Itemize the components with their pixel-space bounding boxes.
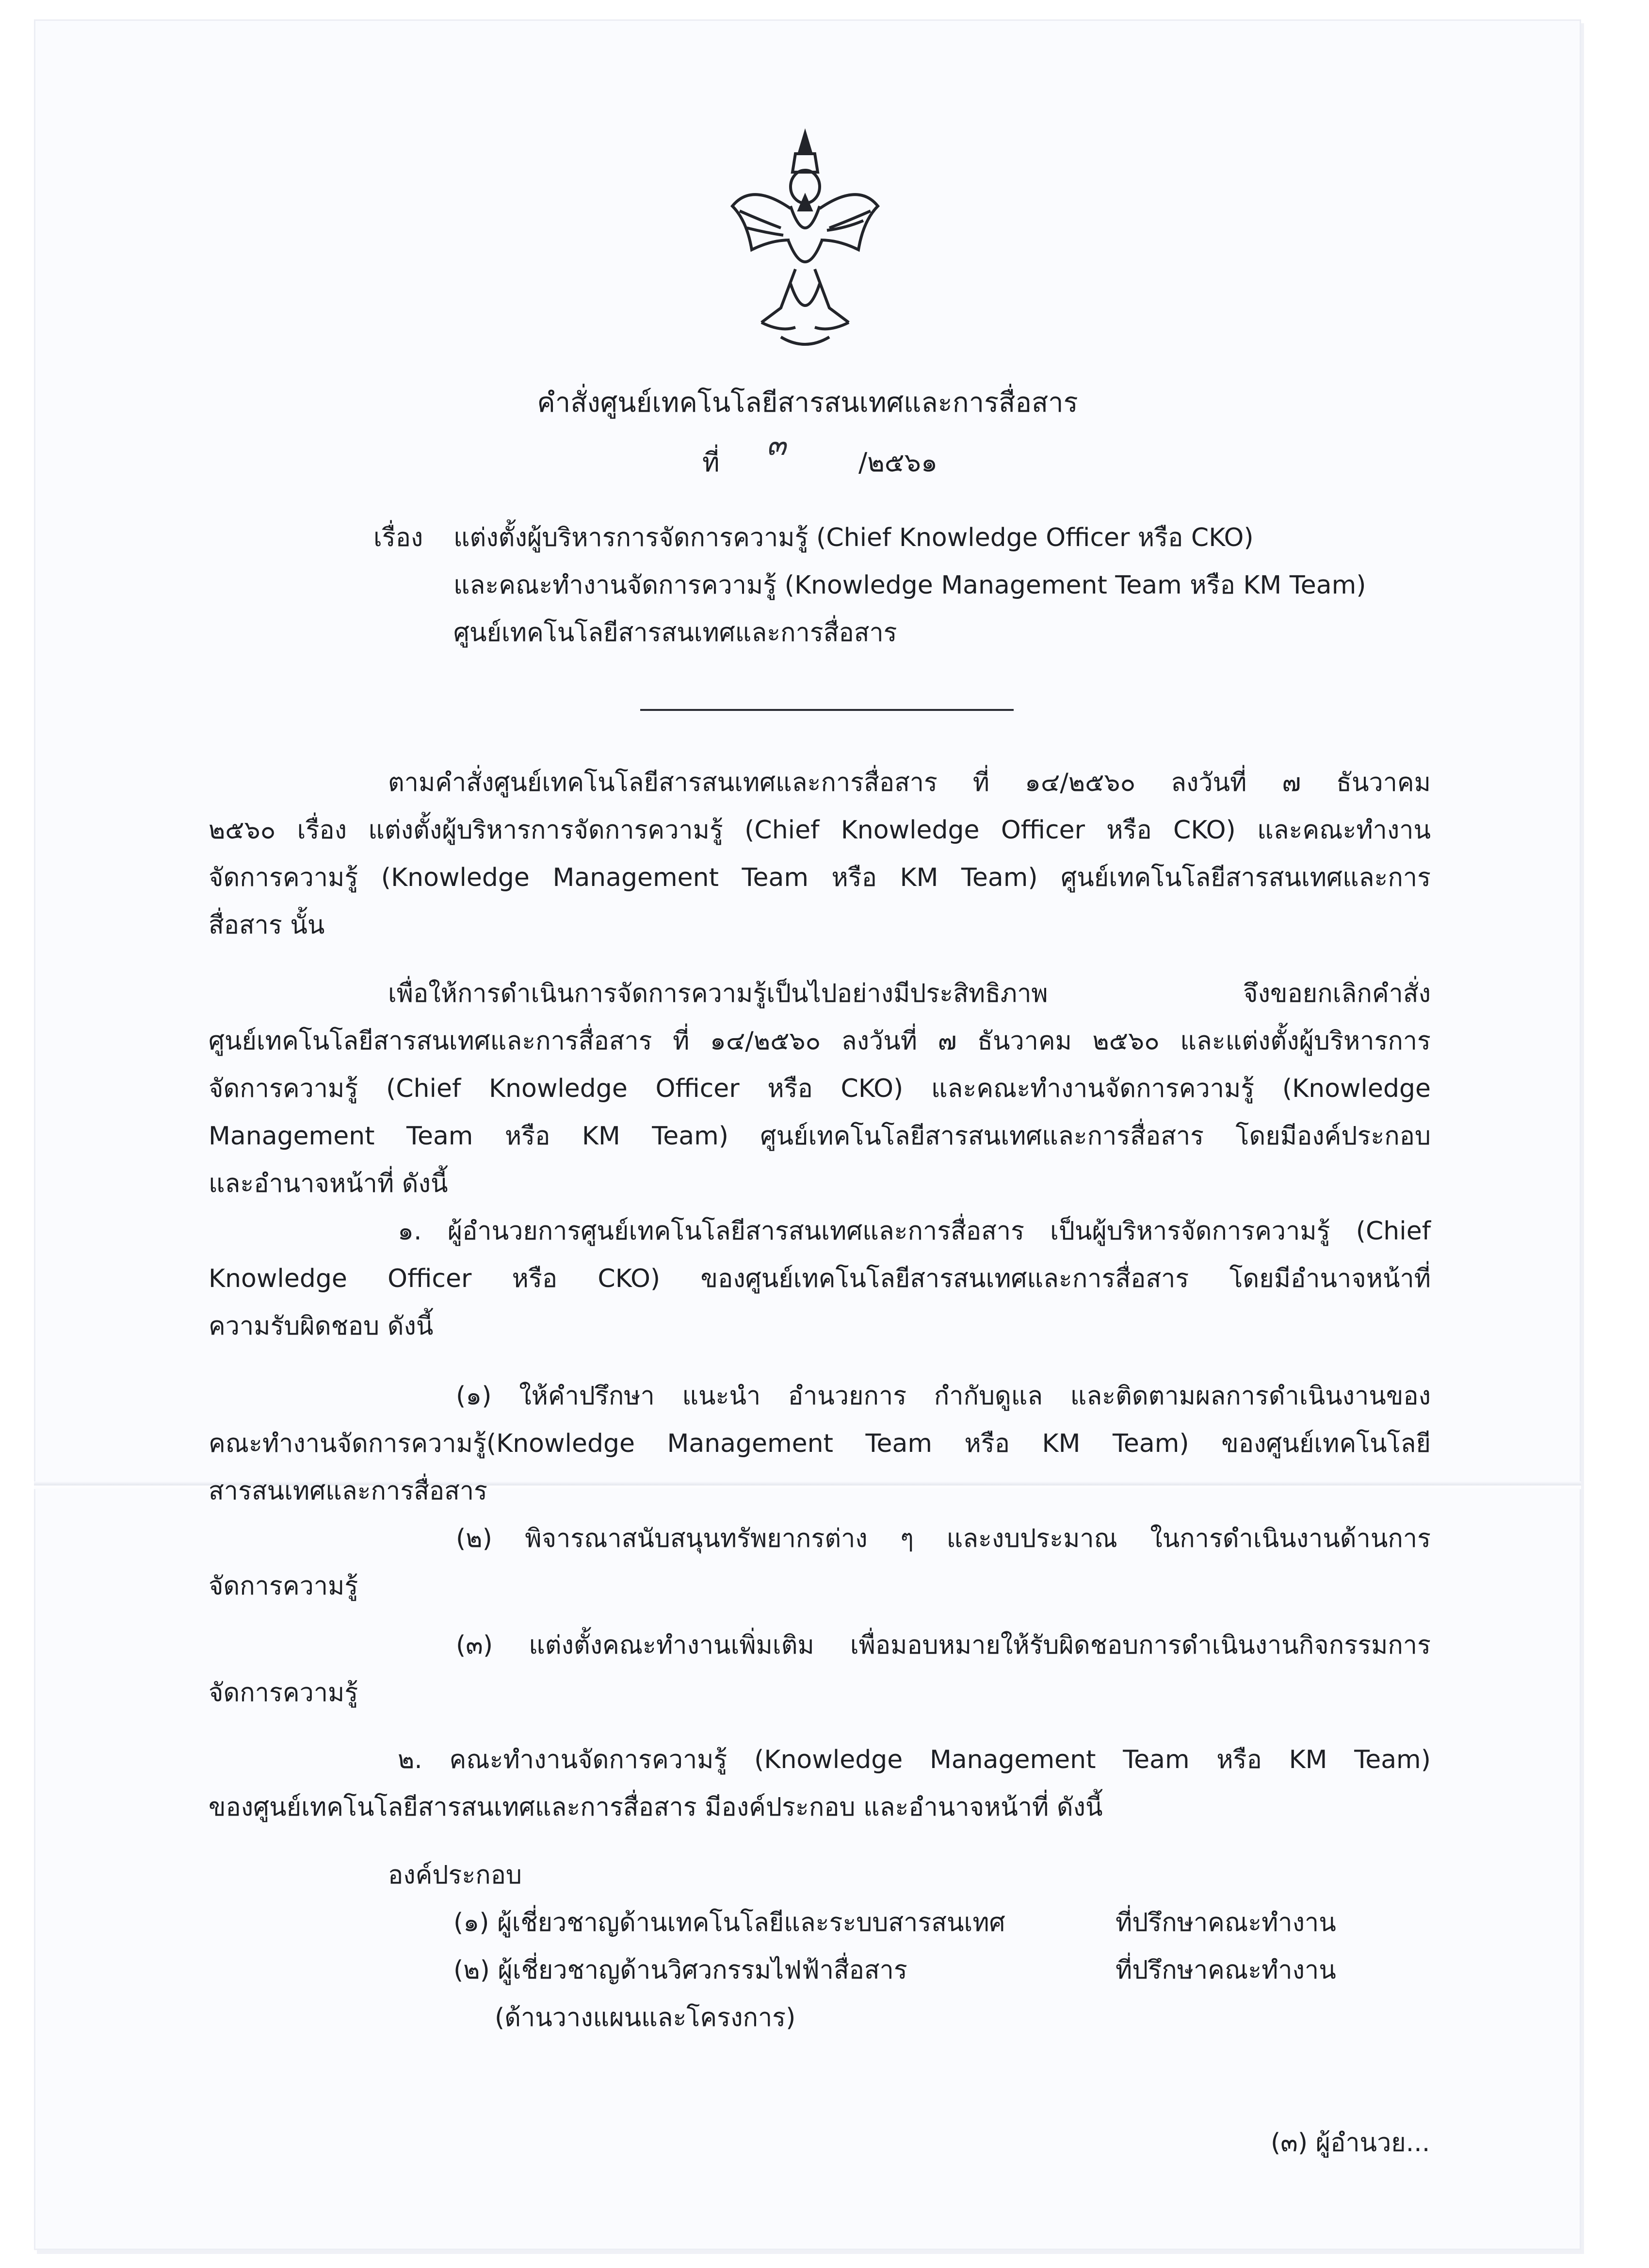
member-2-note: (ด้านวางแผนและโครงการ) bbox=[495, 2003, 796, 2032]
duty-2-line: จัดการความรู้ bbox=[209, 1572, 358, 1601]
duty-1-line: (๑) ให้คำปรึกษา แนะนำ อำนวยการ กำกับดูแล และติดตามผลการดำเนินงานของ bbox=[456, 1382, 1431, 1411]
subject-line-2: และคณะทำงานจัดการความรู้ (Knowledge Management Team หรือ KM Team) bbox=[453, 571, 1366, 600]
member-1-role: ที่ปรึกษาคณะทำงาน bbox=[1116, 1908, 1336, 1937]
member-2-role: ที่ปรึกษาคณะทำงาน bbox=[1116, 1956, 1336, 1985]
divider-line bbox=[640, 709, 1014, 711]
duty-3-line: (๓) แต่งตั้งคณะทำงานเพิ่มเติม เพื่อมอบหมายให้รับผิดชอบการดำเนินงานกิจกรรมการ bbox=[456, 1631, 1431, 1660]
duty-3-line: จัดการความรู้ bbox=[209, 1678, 358, 1707]
item2-line: ๒. คณะทำงานจัดการความรู้ (Knowledge Management Team หรือ KM Team) bbox=[398, 1745, 1431, 1774]
item2-line: ของศูนย์เทคโนโลยีสารสนเทศและการสื่อสาร มีองค์ประกอบ และอำนาจหน้าที่ ดังนี้ bbox=[209, 1793, 1103, 1822]
item1-line: ความรับผิดชอบ ดังนี้ bbox=[209, 1312, 434, 1341]
paragraph2-line: เพื่อให้การดำเนินการจัดการความรู้เป็นไปอย่างมีประสิทธิภาพ จึงขอยกเลิกคำสั่ง bbox=[388, 979, 1431, 1008]
duty-1-line: สารสนเทศและการสื่อสาร bbox=[209, 1477, 487, 1506]
duty-1-line: คณะทำงานจัดการความรู้(Knowledge Management Team หรือ KM Team) ของศูนย์เทคโนโลยี bbox=[209, 1429, 1431, 1458]
document-title: คำสั่งศูนย์เทคโนโลยีสารสนเทศและการสื่อสาร bbox=[537, 387, 1078, 418]
item1-line: ๑. ผู้อำนวยการศูนย์เทคโนโลยีสารสนเทศและการสื่อสาร เป็นผู้บริหารจัดการความรู้ (Chief bbox=[398, 1217, 1431, 1246]
subject-label: เรื่อง bbox=[373, 523, 423, 552]
composition-heading: องค์ประกอบ bbox=[388, 1861, 522, 1890]
item1-line: Knowledge Officer หรือ CKO) ของศูนย์เทคโนโลยีสารสนเทศและการสื่อสาร โดยมีอำนาจหน้าที่ bbox=[209, 1264, 1431, 1293]
member-2-name: (๒) ผู้เชี่ยวชาญด้านวิศวกรรมไฟฟ้าสื่อสาร bbox=[453, 1956, 907, 1985]
continuation-text: (๓) ผู้อำนวย... bbox=[1271, 2128, 1430, 2157]
order-year: /๒๕๖๑ bbox=[858, 447, 938, 478]
paragraph1-line: สื่อสาร นั้น bbox=[209, 911, 325, 940]
duty-2-line: (๒) พิจารณาสนับสนุนทรัพยากรต่าง ๆ และงบประมาณ ในการดำเนินงานด้านการ bbox=[456, 1524, 1431, 1553]
garuda-emblem-icon bbox=[723, 124, 888, 356]
order-number-prefix: ที่ bbox=[702, 447, 720, 478]
paragraph2-line: และอำนาจหน้าที่ ดังนี้ bbox=[209, 1169, 448, 1198]
subject-line-3: ศูนย์เทคโนโลยีสารสนเทศและการสื่อสาร bbox=[453, 618, 897, 647]
paragraph2-line: ศูนย์เทคโนโลยีสารสนเทศและการสื่อสาร ที่ ๑๔/๒๕๖๐ ลงวันที่ ๗ ธันวาคม ๒๕๖๐ และแต่งตั้งผู้บริหารการ bbox=[209, 1027, 1431, 1056]
paragraph1-line: ๒๕๖๐ เรื่อง แต่งตั้งผู้บริหารการจัดการความรู้ (Chief Knowledge Officer หรือ CKO) และคณะทำงาน bbox=[209, 816, 1431, 845]
subject-line-1: แต่งตั้งผู้บริหารการจัดการความรู้ (Chief Knowledge Officer หรือ CKO) bbox=[453, 523, 1254, 552]
paragraph1-line: จัดการความรู้ (Knowledge Management Team หรือ KM Team) ศูนย์เทคโนโลยีสารสนเทศและการ bbox=[209, 863, 1431, 892]
order-number-handwritten: ๓ bbox=[766, 428, 787, 462]
paragraph1-line: ตามคำสั่งศูนย์เทคโนโลยีสารสนเทศและการสื่อสาร ที่ ๑๔/๒๕๖๐ ลงวันที่ ๗ ธันวาคม bbox=[388, 768, 1431, 797]
member-1-name: (๑) ผู้เชี่ยวชาญด้านเทคโนโลยีและระบบสารสนเทศ bbox=[453, 1908, 1005, 1937]
paragraph2-line: จัดการความรู้ (Chief Knowledge Officer หรือ CKO) และคณะทำงานจัดการความรู้ (Knowledge bbox=[209, 1074, 1431, 1103]
paragraph2-line: Management Team หรือ KM Team) ศูนย์เทคโนโลยีสารสนเทศและการสื่อสาร โดยมีองค์ประกอบ bbox=[209, 1122, 1431, 1151]
